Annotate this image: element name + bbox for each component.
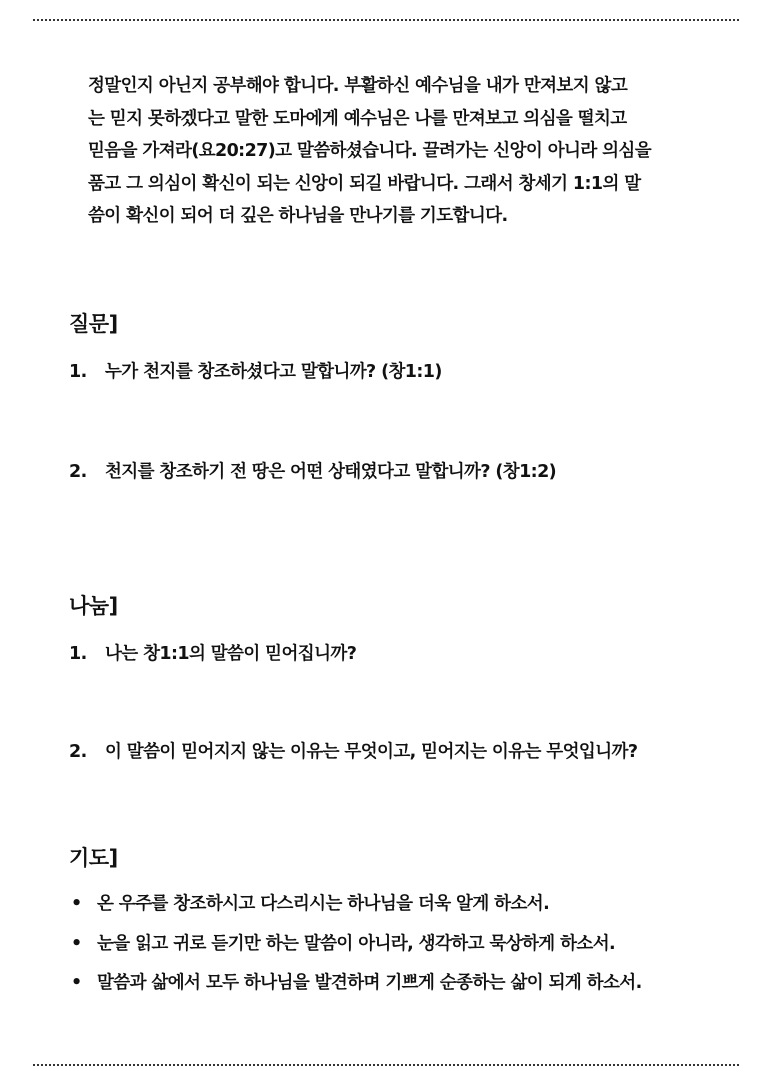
prayer-item [69, 930, 615, 955]
intro-line: 품고 그 의심이 확신이 되는 신앙이 되길 바랍니다. 그래서 창세기 1:1의 말 [88, 173, 641, 194]
sharing-number: 1. [69, 644, 87, 664]
bullet-icon: • [71, 934, 82, 954]
prayer-text: 눈을 읽고 귀로 듣기만 하는 말씀이 아니라, 생각하고 묵상하게 하소서. [97, 934, 616, 954]
intro-line: 는 믿지 못하겠다고 말한 도마에게 예수님은 나를 만져보고 의심을 떨치고 [88, 108, 627, 129]
sharing-item [69, 738, 637, 763]
question-item [69, 358, 442, 383]
sharing-text: 나는 창1:1의 말씀이 믿어집니까? [105, 644, 357, 664]
prayer-text: 말씀과 삶에서 모두 하나님을 발견하며 기쁘게 순종하는 삶이 되게 하소서. [97, 973, 642, 993]
question-number: 2. [69, 462, 87, 482]
sharing-text: 이 말씀이 믿어지지 않는 이유는 무엇이고, 믿어지는 이유는 무엇입니까? [105, 742, 638, 762]
sharing-heading: 나눔] [69, 594, 118, 618]
intro-line: 정말인지 아닌지 공부해야 합니다. 부활하신 예수님을 내가 만져보지 않고 [88, 76, 628, 96]
bullet-icon: • [71, 973, 82, 993]
question-item [69, 458, 556, 483]
intro-paragraph [88, 70, 710, 233]
sharing-item [69, 640, 356, 665]
bottom-divider [33, 1064, 739, 1066]
prayer-item [69, 969, 642, 994]
prayer-item [69, 890, 549, 915]
sharing-number: 2. [69, 742, 87, 762]
question-number: 1. [69, 362, 87, 382]
intro-line: 믿음을 가져라(요20:27)고 말씀하셨습니다. 끌려가는 신앙이 아니라 의심을 [88, 141, 652, 161]
question-text: 천지를 창조하기 전 땅은 어떤 상태였다고 말합니까? (창1:2) [105, 462, 557, 482]
top-divider [33, 19, 739, 21]
question-text: 누가 천지를 창조하셨다고 말합니까? (창1:1) [105, 362, 442, 382]
prayer-text: 온 우주를 창조하시고 다스리시는 하나님을 더욱 알게 하소서. [97, 894, 550, 914]
intro-line: 씀이 확신이 되어 더 깊은 하나님을 만나기를 기도합니다. [88, 206, 508, 226]
prayer-heading: 기도] [69, 846, 118, 870]
bullet-icon: • [71, 894, 82, 914]
questions-heading: 질문] [69, 312, 118, 336]
